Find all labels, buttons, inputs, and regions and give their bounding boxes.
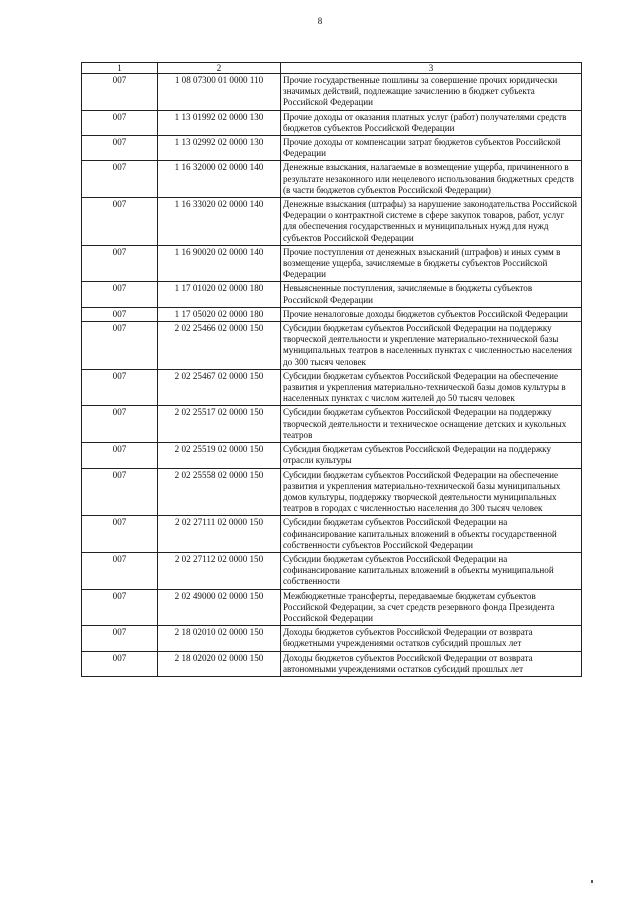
budget-code-cell: 2 02 25466 02 0000 150 [158,322,281,370]
budget-code-cell: 2 02 25558 02 0000 150 [158,468,281,516]
admin-code-cell: 007 [82,322,158,370]
budget-code-cell: 2 02 25517 02 0000 150 [158,406,281,443]
budget-code-cell: 1 08 07300 01 0000 110 [158,74,281,111]
budget-code-cell: 2 02 49000 02 0000 150 [158,589,281,626]
budget-code-cell: 1 17 01020 02 0000 180 [158,282,281,307]
table-row [82,161,582,198]
table-row [82,626,582,651]
admin-code-cell: 007 [82,516,158,553]
table-row [82,589,582,626]
table-row [82,245,582,282]
admin-code-cell: 007 [82,74,158,111]
admin-code-cell: 007 [82,245,158,282]
table-body [82,74,582,677]
table-row [82,516,582,553]
budget-code-cell: 2 02 27112 02 0000 150 [158,552,281,589]
revenue-name-cell: Субсидия бюджетам субъектов Российской Федерации на поддержку отрасли культуры [281,443,582,468]
admin-code-cell: 007 [82,198,158,246]
admin-code-cell: 007 [82,651,158,676]
admin-code-cell: 007 [82,161,158,198]
scan-speck [591,880,593,883]
header-col-2: 2 [158,63,281,74]
revenue-classification-table [81,62,582,677]
table-row [82,307,582,321]
admin-code-cell: 007 [82,307,158,321]
budget-code-cell: 2 02 25519 02 0000 150 [158,443,281,468]
revenue-name-cell: Невыясненные поступления, зачисляемые в бюджеты субъектов Российской Федерации [281,282,582,307]
revenue-name-cell: Доходы бюджетов субъектов Российской Федерации от возврата бюджетными учреждениями остатков субсидий прошлых лет [281,626,582,651]
budget-code-cell: 1 16 90020 02 0000 140 [158,245,281,282]
revenue-name-cell: Доходы бюджетов субъектов Российской Федерации от возврата автономными учреждениями остатков субсидий прошлых лет [281,651,582,676]
admin-code-cell: 007 [82,443,158,468]
admin-code-cell: 007 [82,110,158,135]
revenue-name-cell: Субсидии бюджетам субъектов Российской Федерации на софинансирование капитальных вложений в объекты муниципальной собственности [281,552,582,589]
revenue-name-cell: Прочие поступления от денежных взысканий (штрафов) и иных сумм в возмещение ущерба, зачисляемые в бюджеты субъектов Российской Федерации [281,245,582,282]
revenue-name-cell: Денежные взыскания (штрафы) за нарушение законодательства Российской Федерации о контрактной системе в сфере закупок товаров, работ, услуг для обеспечения государственных и муниципальных нужд для нужд субъектов Российской Федерации [281,198,582,246]
admin-code-cell: 007 [82,369,158,406]
budget-code-cell: 2 02 25467 02 0000 150 [158,369,281,406]
table-row [82,651,582,676]
header-col-1: 1 [82,63,158,74]
revenue-name-cell: Прочие государственные пошлины за совершение прочих юридически значимых действий, подлежащие зачислению в бюджет субъекта Российской Федерации [281,74,582,111]
revenue-name-cell: Прочие неналоговые доходы бюджетов субъектов Российской Федерации [281,307,582,321]
table-row [82,322,582,370]
admin-code-cell: 007 [82,626,158,651]
header-col-3: 3 [281,63,582,74]
admin-code-cell: 007 [82,282,158,307]
revenue-name-cell: Субсидии бюджетам субъектов Российской Федерации на обеспечение развития и укрепления материально-технической базы домов культуры в населенных пунктах с числом жителей до 50 тысяч человек [281,369,582,406]
revenue-name-cell: Прочие доходы от оказания платных услуг (работ) получателями средств бюджетов субъектов Российской Федерации [281,110,582,135]
budget-code-cell: 2 18 02010 02 0000 150 [158,626,281,651]
table-header-row [82,63,582,74]
table-row [82,369,582,406]
budget-code-cell: 1 16 32000 02 0000 140 [158,161,281,198]
revenue-name-cell: Субсидии бюджетам субъектов Российской Федерации на обеспечение развития и укрепления материально-технической базы муниципальных домов культуры, поддержку творческой деятельности муниципальных театров в городах с численностью населения до 300 тысяч человек [281,468,582,516]
table-row [82,136,582,161]
revenue-name-cell: Субсидии бюджетам субъектов Российской Федерации на софинансирование капитальных вложений в объекты государственной собственности субъектов Российской Федерации [281,516,582,553]
budget-code-cell: 2 02 27111 02 0000 150 [158,516,281,553]
table-row [82,443,582,468]
budget-code-cell: 1 13 01992 02 0000 130 [158,110,281,135]
revenue-name-cell: Денежные взыскания, налагаемые в возмещение ущерба, причиненного в результате незаконного или нецелевого использования бюджетных средств (в части бюджетов субъектов Российской Федерации) [281,161,582,198]
revenue-name-cell: Межбюджетные трансферты, передаваемые бюджетам субъектов Российской Федерации, за счет средств резервного фонда Президента Российской Федерации [281,589,582,626]
admin-code-cell: 007 [82,589,158,626]
table-row [82,406,582,443]
table-row [82,110,582,135]
admin-code-cell: 007 [82,406,158,443]
budget-code-cell: 2 18 02020 02 0000 150 [158,651,281,676]
revenue-name-cell: Прочие доходы от компенсации затрат бюджетов субъектов Российской Федерации [281,136,582,161]
page-number: 8 [317,16,323,26]
budget-code-cell: 1 13 02992 02 0000 130 [158,136,281,161]
revenue-name-cell: Субсидии бюджетам субъектов Российской Федерации на поддержку творческой деятельности и техническое оснащение детских и кукольных театров [281,406,582,443]
table-row [82,282,582,307]
table-row [82,552,582,589]
table-row [82,468,582,516]
admin-code-cell: 007 [82,468,158,516]
admin-code-cell: 007 [82,136,158,161]
table-row [82,198,582,246]
table-row [82,74,582,111]
admin-code-cell: 007 [82,552,158,589]
revenue-name-cell: Субсидии бюджетам субъектов Российской Федерации на поддержку творческой деятельности и укрепление материально-технической базы муниципальных театров в населенных пунктах с численностью населения до 300 тысяч человек [281,322,582,370]
budget-code-cell: 1 16 33020 02 0000 140 [158,198,281,246]
budget-code-cell: 1 17 05020 02 0000 180 [158,307,281,321]
